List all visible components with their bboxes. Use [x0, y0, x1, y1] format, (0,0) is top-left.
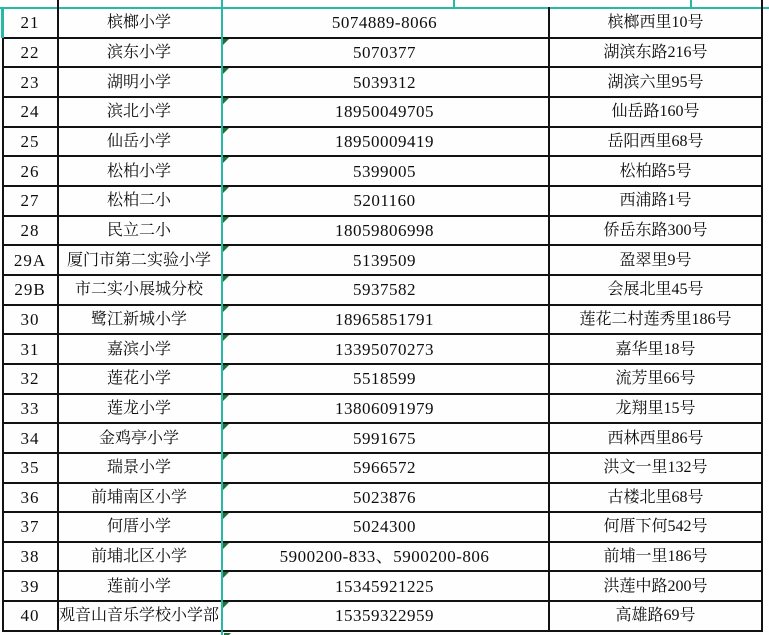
phone-cell[interactable] — [221, 454, 548, 482]
row-number-cell[interactable]: 33 — [20, 398, 40, 418]
table-row — [3, 187, 763, 217]
phone-cell[interactable] — [221, 128, 548, 156]
phone-text: 15359322959 — [335, 606, 434, 626]
school-name-cell[interactable]: 前埔北区小学 — [90, 548, 187, 566]
number-stored-as-text-indicator — [222, 454, 229, 461]
table-body — [3, 9, 763, 632]
row-number-cell[interactable]: 36 — [20, 487, 40, 507]
phone-cell[interactable] — [221, 395, 548, 423]
number-stored-as-text-indicator — [222, 39, 229, 46]
row-number-cell[interactable]: 29A — [13, 250, 47, 270]
school-name-cell[interactable]: 瑞景小学 — [106, 459, 171, 477]
row-number-cell[interactable]: 39 — [20, 576, 40, 596]
row-number-cell[interactable]: 38 — [20, 547, 40, 567]
number-stored-as-text-indicator — [222, 187, 229, 194]
school-name-cell[interactable]: 湖明小学 — [106, 73, 171, 91]
number-stored-as-text-indicator — [222, 68, 229, 75]
gridline-stub — [453, 0, 455, 7]
phone-text: 5039312 — [353, 72, 416, 92]
phone-cell[interactable] — [221, 602, 548, 630]
number-stored-as-text-indicator — [222, 395, 229, 402]
phone-cell[interactable] — [221, 68, 548, 96]
address-cell[interactable]: 槟榔西里10号 — [607, 14, 704, 32]
gridline-stub — [690, 0, 692, 7]
row-number-cell[interactable]: 25 — [20, 131, 40, 151]
number-stored-as-text-indicator — [222, 246, 229, 253]
row-number-cell[interactable]: 28 — [20, 220, 40, 240]
number-stored-as-text-indicator — [222, 217, 229, 224]
table-row — [3, 484, 763, 514]
address-cell[interactable]: 盈翠里9号 — [619, 251, 692, 269]
table-row — [3, 128, 763, 158]
table-row — [3, 39, 763, 69]
row-number-cell[interactable]: 24 — [20, 102, 40, 122]
school-name-cell[interactable]: 莲花小学 — [106, 370, 171, 388]
gridline-stub — [57, 0, 59, 7]
phone-cell[interactable] — [221, 513, 548, 541]
address-cell[interactable]: 前埔一里186号 — [603, 548, 708, 566]
table-row — [3, 246, 763, 276]
address-cell[interactable]: 西浦路1号 — [619, 192, 692, 210]
address-cell[interactable]: 高雄路69号 — [615, 607, 696, 625]
number-stored-as-text-indicator — [222, 335, 229, 342]
number-stored-as-text-indicator — [222, 424, 229, 431]
phone-text: 5024300 — [353, 517, 416, 537]
column-divider-number-name — [57, 7, 59, 632]
school-name-cell[interactable]: 莲龙小学 — [106, 399, 171, 417]
address-cell[interactable]: 流芳里66号 — [615, 370, 696, 388]
table-left-border-teal — [1, 7, 4, 38]
phone-cell[interactable] — [221, 306, 548, 334]
table-left-border — [2, 38, 4, 632]
row-number-cell[interactable]: 21 — [20, 13, 40, 33]
phone-text: 18965851791 — [335, 309, 434, 329]
phone-text: 5074889-8066 — [331, 13, 438, 33]
column-divider-phone-address — [548, 7, 550, 632]
school-name-cell[interactable]: 槟榔小学 — [106, 14, 171, 32]
row-number-cell[interactable]: 26 — [20, 161, 40, 181]
phone-cell[interactable] — [221, 484, 548, 512]
table-row — [3, 157, 763, 187]
number-stored-as-text-indicator — [222, 543, 229, 550]
phone-text: 18950049705 — [335, 102, 434, 122]
gridline-stub — [761, 0, 763, 7]
row-number-cell[interactable]: 30 — [20, 309, 40, 329]
row-number-cell[interactable]: 23 — [20, 72, 40, 92]
phone-text: 5518599 — [353, 369, 416, 389]
phone-text: 15345921225 — [335, 576, 434, 596]
number-stored-as-text-indicator — [222, 276, 229, 283]
address-cell[interactable]: 岳阳西里68号 — [607, 132, 704, 150]
number-stored-as-text-indicator — [222, 157, 229, 164]
phone-cell[interactable] — [221, 246, 548, 274]
phone-cell[interactable] — [221, 365, 548, 393]
address-cell[interactable]: 西林西里86号 — [607, 429, 704, 447]
phone-cell[interactable] — [221, 187, 548, 215]
address-cell[interactable]: 嘉华里18号 — [615, 340, 696, 358]
address-cell[interactable]: 侨岳东路300号 — [603, 221, 708, 239]
table-row — [3, 9, 763, 39]
phone-text: 18950009419 — [335, 131, 434, 151]
table-row — [3, 68, 763, 98]
address-cell[interactable]: 湖滨六里95号 — [607, 73, 704, 91]
phone-text: 5023876 — [353, 487, 416, 507]
phone-cell[interactable] — [221, 157, 548, 185]
school-name-cell[interactable]: 莲前小学 — [106, 577, 171, 595]
row-number-cell[interactable]: 35 — [20, 458, 40, 478]
table-row — [3, 543, 763, 573]
phone-cell[interactable] — [221, 217, 548, 245]
school-name-cell[interactable]: 松柏二小 — [106, 192, 171, 210]
address-cell[interactable]: 洪文一里132号 — [603, 459, 708, 477]
phone-text: 5991675 — [353, 428, 416, 448]
school-name-cell[interactable]: 金鸡亭小学 — [98, 429, 179, 447]
phone-text: 13395070273 — [335, 339, 434, 359]
row-number-cell[interactable]: 34 — [20, 428, 40, 448]
number-stored-as-text-indicator — [222, 572, 229, 579]
school-name-cell[interactable]: 观音山音乐学校小学部 — [58, 607, 219, 625]
school-name-cell[interactable]: 民立二小 — [106, 221, 171, 239]
table-right-border — [761, 7, 763, 632]
phone-cell[interactable] — [221, 276, 548, 304]
table-row — [3, 602, 763, 632]
row-number-cell[interactable]: 31 — [20, 339, 40, 359]
phone-cell[interactable] — [221, 572, 548, 600]
phone-cell[interactable] — [221, 39, 548, 67]
table-row — [3, 98, 763, 128]
address-cell[interactable]: 龙翔里15号 — [615, 399, 696, 417]
phone-text: 13806091979 — [335, 398, 434, 418]
number-stored-as-text-indicator — [222, 484, 229, 491]
address-cell[interactable]: 古楼北里68号 — [607, 488, 704, 506]
school-name-cell[interactable]: 厦门市第二实验小学 — [66, 251, 211, 269]
school-name-cell[interactable]: 嘉滨小学 — [106, 340, 171, 358]
school-name-cell[interactable]: 前埔南区小学 — [90, 488, 187, 506]
address-cell[interactable]: 洪莲中路200号 — [603, 577, 708, 595]
school-name-cell[interactable]: 仙岳小学 — [106, 132, 171, 150]
phone-text: 5900200-833、5900200-806 — [279, 547, 490, 567]
row-number-cell[interactable]: 29B — [14, 280, 46, 300]
school-name-cell[interactable]: 滨北小学 — [106, 103, 171, 121]
school-name-cell[interactable]: 松柏小学 — [106, 162, 171, 180]
address-cell[interactable]: 湖滨东路216号 — [603, 43, 708, 61]
number-stored-as-text-indicator — [222, 98, 229, 105]
table-row — [3, 276, 763, 306]
number-stored-as-text-indicator — [222, 306, 229, 313]
number-stored-as-text-indicator — [222, 365, 229, 372]
row-number-cell[interactable]: 27 — [20, 191, 40, 211]
table-row — [3, 424, 763, 454]
phone-cell[interactable] — [221, 9, 548, 37]
row-number-cell[interactable]: 37 — [20, 517, 40, 537]
address-cell[interactable]: 莲花二村莲秀里186号 — [579, 310, 732, 328]
address-cell[interactable]: 何厝下何542号 — [603, 518, 708, 536]
address-cell[interactable]: 会展北里45号 — [607, 281, 704, 299]
column-divider-name-phone — [221, 0, 223, 635]
table-row — [3, 454, 763, 484]
phone-cell[interactable] — [221, 335, 548, 363]
row-number-cell[interactable]: 32 — [20, 369, 40, 389]
phone-text: 5937582 — [353, 280, 416, 300]
phone-text: 5966572 — [353, 458, 416, 478]
school-name-cell[interactable]: 鹭江新城小学 — [90, 310, 187, 328]
phone-text: 5139509 — [353, 250, 416, 270]
number-stored-as-text-indicator — [222, 513, 229, 520]
row-number-cell[interactable]: 40 — [20, 606, 40, 626]
table-row — [3, 306, 763, 336]
phone-cell[interactable] — [221, 98, 548, 126]
phone-cell[interactable] — [221, 543, 548, 571]
phone-text: 5070377 — [353, 42, 416, 62]
phone-text: 5399005 — [353, 161, 416, 181]
phone-text: 5201160 — [353, 191, 416, 211]
address-cell[interactable]: 松柏路5号 — [619, 162, 692, 180]
table-row — [3, 572, 763, 602]
table-row — [3, 365, 763, 395]
table-row — [3, 395, 763, 425]
number-stored-as-text-indicator — [222, 602, 229, 609]
row-number-cell[interactable]: 22 — [20, 42, 40, 62]
school-name-cell[interactable]: 滨东小学 — [106, 43, 171, 61]
table-row — [3, 513, 763, 543]
address-cell[interactable]: 仙岳路160号 — [611, 103, 700, 121]
table-row — [3, 217, 763, 247]
phone-text: 18059806998 — [335, 220, 434, 240]
table-row — [3, 335, 763, 365]
number-stored-as-text-indicator — [222, 128, 229, 135]
school-name-cell[interactable]: 何厝小学 — [106, 518, 171, 536]
phone-cell[interactable] — [221, 424, 548, 452]
school-name-cell[interactable]: 市二实小展城分校 — [74, 281, 203, 299]
